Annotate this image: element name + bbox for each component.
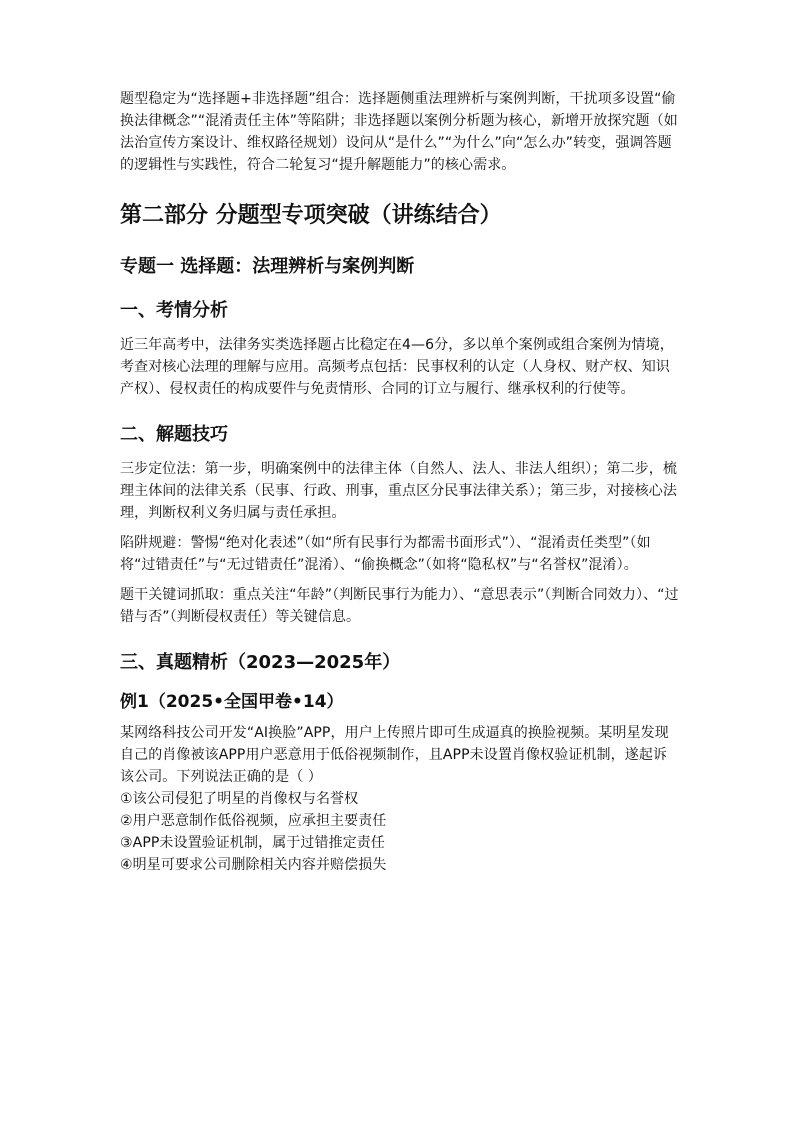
technique-paragraph: 陷阱规避：警惕“绝对化表述”（如“所有民事行为都需书面形式”）、“混淆责任类型”（如将“过错责任”与“无过错责任”混淆）、“偷换概念”（如将“隐私权”与“名誉权”混淆）。 (120, 535, 651, 573)
technique-paragraph: 题干关键词抓取：重点关注“年龄”（判断民事行为能力）、“意思表示”（判断合同效力）、“过错与否”（判断侵权责任）等关键信息。 (120, 587, 679, 625)
section-exam-analysis (120, 296, 680, 400)
option-item: ③APP未设置验证机制，属于过错推定责任 (120, 835, 386, 851)
section-text: 近三年高考中，法律务实类选择题占比稳定在4—6分，多以单个案例或组合案例为情境，考查对核心法理的理解与应用。高频考点包括：民事权利的认定（人身权、财产权、知识产权）、侵权责任的构成要件与免责情形、合同的订立与履行、继承权利的行使等。 (120, 337, 674, 397)
section-techniques (120, 420, 680, 628)
example-stem: 某网络科技公司开发“AI换脸”APP，用户上传照片即可生成逼真的换脸视频。某明星发现自己的肖像被该APP用户恶意用于低俗视频制作，且APP未设置肖像权验证机制，遂起诉该公司。下列说法正确的是（ ） (120, 725, 669, 785)
option-item: ④明星可要求公司删除相关内容并赔偿损失 (120, 857, 387, 873)
topic-title: 专题一 选择题：法理辨析与案例判断 (120, 256, 415, 277)
section-title: 三、真题精析（2023—2025年） (120, 652, 401, 673)
example-title: 例1（2025•全国甲卷•14） (120, 692, 344, 712)
intro-paragraph: 题型稳定为“选择题+非选择题”组合：选择题侧重法理辨析与案例判断，干扰项多设置“偷换法律概念”“混淆责任主体”等陷阱；非选择题以案例分析题为核心，新增开放探究题（如法治宣传方案设计、维权路径规划）设问从“是什么”“为什么”向“怎么办”转变，强调答题的逻辑性与实践性，符合二轮复习“提升解题能力”的核心需求。 (120, 91, 678, 173)
option-item: ①该公司侵犯了明星的肖像权与名誉权 (120, 791, 359, 807)
section-past-exams (120, 648, 680, 876)
section-title: 一、考情分析 (120, 300, 228, 321)
technique-paragraph: 三步定位法：第一步，明确案例中的法律主体（自然人、法人、非法人组织）；第二步，梳理主体间的法律关系（民事、行政、刑事，重点区分民事法律关系）；第三步，对接核心法理，判断权利义务归属与责任承担。 (120, 461, 677, 521)
part-title: 第二部分 分题型专项突破（讲练结合） (120, 203, 502, 228)
option-item: ②用户恶意制作低俗视频，应承担主要责任 (120, 813, 387, 829)
document-page (120, 88, 680, 876)
section-title: 二、解题技巧 (120, 424, 228, 445)
